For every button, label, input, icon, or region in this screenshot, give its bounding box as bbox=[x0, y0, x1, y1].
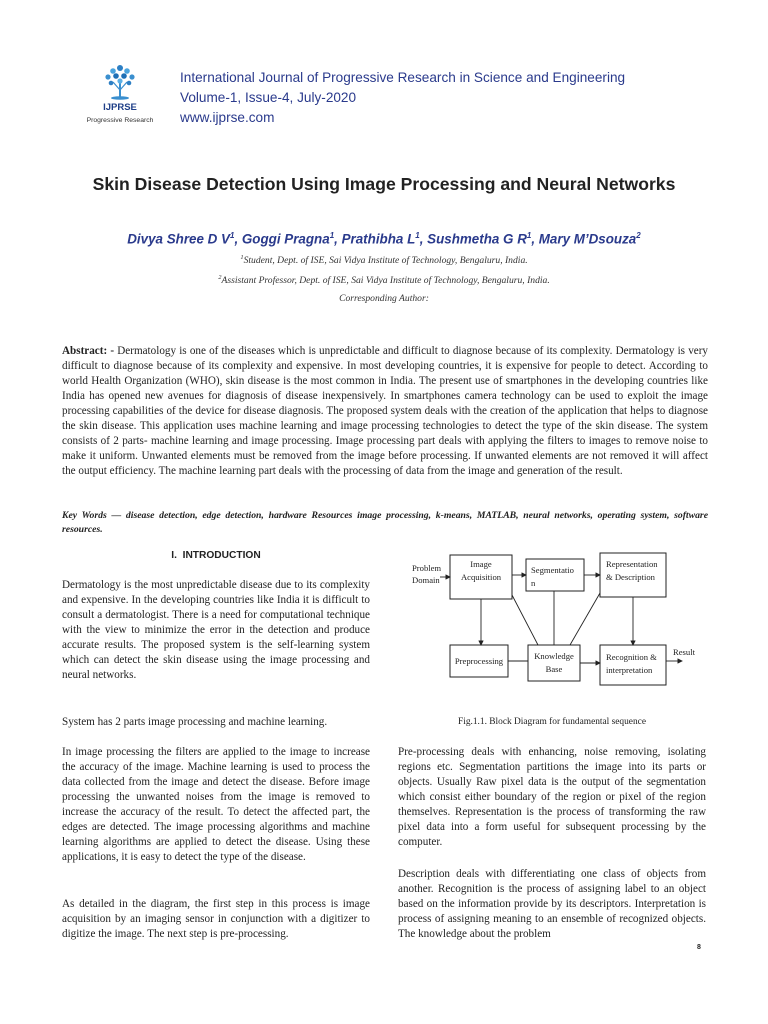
knowledge-base-label: Knowledge bbox=[534, 651, 574, 661]
journal-logo bbox=[78, 62, 162, 126]
segmentation-label: Segmentatio bbox=[531, 565, 574, 575]
author-affiliation-mark: 1 bbox=[526, 231, 532, 240]
author-affiliation-mark: 1 bbox=[229, 231, 235, 240]
author-name: Divya Shree D V bbox=[127, 231, 230, 247]
body-paragraph: Pre-processing deals with enhancing, noise removing, isolating regions etc. Segmentation partitions the image into its parts or objects. Usually Raw pixel data is the output of the segmentation which consist either boundary of the region or pixel of the region themselves. Representation is the process of transforming the raw pixel data into a form useful for subsequent processing by the computer. bbox=[398, 746, 706, 849]
abstract-text: Dermatology is one of the diseases which is unpredictable and difficult to diagnose because of its complexity. Dermatology is very difficult to diagnose because of its complexity and expensive. In most developing countries, it is expensive for people to detect. According to world Health Organization (WHO), skin disease is the most common in India. The present use of smartphones in the developing countries like India has opened new avenues for diagnosis of disease inexpensively. In smartphones camera technology can be used to exploit the image processing capabilities of the device for disease diagnosis. The proposed system deals with the creation of the application that helps to diagnose the skin disease. This application uses machine learning and image processing technologies to detect the type of the skin disease. The system consists of 2 parts- machine learning and image processing. Image processing part deals with applying the filters to images to remove noise to make it uniform. Unwanted elements must be removed from the image before processing. If unwanted elements are not removed it will affect the output efficiency. The machine learning part deals with the processing of data from the image and generation of the result. bbox=[62, 345, 708, 478]
knowledge-base-label: Base bbox=[545, 664, 563, 674]
result-label: Result bbox=[673, 647, 695, 657]
affiliation-text: Assistant Professor, Dept. of ISE, Sai Vidya Institute of Technology, Bengaluru, India. bbox=[221, 275, 550, 287]
author-name: Sushmetha G R bbox=[427, 231, 527, 247]
keywords bbox=[62, 509, 708, 537]
logo-text: IJPRSE bbox=[103, 102, 137, 113]
author-affiliation-mark: 1 bbox=[329, 231, 335, 240]
section-title: INTRODUCTION bbox=[182, 550, 261, 561]
author-name: Prathibha L bbox=[341, 231, 416, 247]
affiliation-2 bbox=[40, 274, 728, 286]
arrow bbox=[512, 595, 538, 645]
page-number: 8 bbox=[697, 944, 701, 951]
recognition-label: Recognition & bbox=[606, 652, 657, 662]
segmentation-label: n bbox=[531, 578, 536, 588]
journal-header bbox=[180, 68, 625, 128]
block-diagram-svg bbox=[398, 545, 708, 710]
keywords-label: Key Words — bbox=[62, 510, 122, 521]
intro-paragraph: Dermatology is the most unpredictable disease due to its complexity and expensive. In the developing countries like India it is difficult to consult a dermatologist. There is a need for computational technique with the view to minimize the error in the detection and produce accurate results. The proposed system is the self-learning system which can detect the skin disease using the image processing and neural networks. bbox=[62, 579, 370, 682]
problem-domain-label: Domain bbox=[412, 575, 440, 585]
intro-paragraph: As detailed in the diagram, the first step in this process is image acquisition by an imaging sensor in conjunction with a digitizer to digitize the image. The next step is pre-processing. bbox=[62, 898, 370, 941]
representation-label: & Description bbox=[606, 572, 655, 582]
figure-caption: Fig.1.1. Block Diagram for fundamental sequence bbox=[458, 717, 646, 727]
image-acquisition-label: Image bbox=[470, 559, 492, 569]
body-paragraph: Description deals with differentiating one class of objects from another. Recognition is the process of assigning label to an object based on the information provide by its descriptors. Interpretation is process of assigning meaning to an ensemble of recognized objects. The knowledge about the problem bbox=[398, 868, 706, 941]
recognition-label: interpretation bbox=[606, 665, 653, 675]
tree-logo-icon bbox=[78, 62, 162, 126]
representation-label: Representation bbox=[606, 559, 658, 569]
affiliation-mark: 1 bbox=[240, 254, 244, 261]
journal-name: International Journal of Progressive Research in Science and Engineering bbox=[180, 70, 626, 85]
arrow bbox=[570, 593, 600, 645]
corresponding-author: Corresponding Author: bbox=[339, 293, 429, 304]
journal-website[interactable]: www.ijprse.com bbox=[180, 110, 275, 125]
journal-issue: Volume-1, Issue-4, July-2020 bbox=[180, 90, 357, 105]
abstract-label: Abstract: - bbox=[62, 345, 115, 357]
preprocessing-label: Preprocessing bbox=[454, 656, 504, 666]
abstract bbox=[62, 344, 708, 479]
image-acquisition-label: Acquisition bbox=[460, 572, 502, 582]
author-name: Mary M’Dsouza bbox=[538, 231, 637, 247]
section-number: I. bbox=[171, 550, 177, 561]
section-heading bbox=[62, 550, 370, 561]
logo-subtext: Progressive Research bbox=[86, 117, 154, 124]
affiliation-1 bbox=[40, 254, 728, 266]
author-name: Goggi Pragna bbox=[241, 231, 330, 247]
author-list: Divya Shree D $V^1$, Goggi Pragna$^1$, Prathibha $L^1$, Sushmetha G $R^1$, Mary M’Dsouza$^2$ bbox=[127, 231, 641, 247]
author-affiliation-mark: 1 bbox=[415, 231, 420, 240]
affiliation-text: Student, Dept. of ISE, Sai Vidya Institute of Technology, Bengaluru, India. bbox=[243, 255, 528, 267]
paper-title: Skin Disease Detection Using Image Processing and Neural Networks bbox=[92, 174, 676, 194]
block-diagram bbox=[398, 545, 708, 710]
intro-paragraph: In image processing the filters are applied to the image to increase the accuracy of the image. Machine learning is used to process the data collected from the image and detect the disease. Before image processing the unwanted noises from the image is removed to increase the accuracy of the result. To detect the affected part, the edges are detected. The image processing algorithms and machine learning algorithms are applied to detect the disease. Using these applications, it is easy to detect the type of the disease. bbox=[62, 746, 370, 864]
intro-paragraph: System has 2 parts image processing and machine learning. bbox=[62, 716, 328, 728]
author-affiliation-mark: 2 bbox=[636, 231, 641, 240]
affiliation-mark: 2 bbox=[218, 274, 222, 281]
problem-domain-label: Problem bbox=[412, 563, 442, 573]
keywords-text: disease detection, edge detection, hardware Resources image processing, k-means, MATLAB, neural networks, operating system, software resources. bbox=[62, 510, 709, 535]
